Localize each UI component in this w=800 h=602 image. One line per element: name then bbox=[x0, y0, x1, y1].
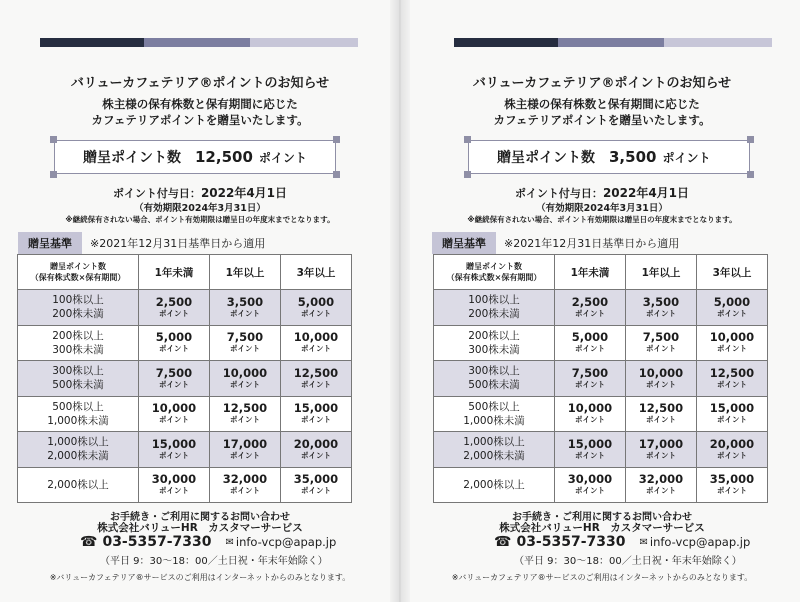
table-row bbox=[434, 432, 768, 468]
points-cell-unit: ポイント bbox=[717, 486, 747, 496]
shares-range-cell bbox=[434, 290, 555, 326]
points-box bbox=[468, 140, 750, 174]
points-cell-unit: ポイント bbox=[646, 415, 676, 425]
range-line-2: 500株未満 bbox=[468, 379, 520, 392]
shares-range-cell bbox=[18, 361, 139, 397]
points-cell-value: 15,000 bbox=[151, 436, 197, 451]
points-cell bbox=[281, 467, 352, 503]
expiry-note: ※継続保有されない場合、ポイント有効期限は贈呈日の年度末までとなります。 bbox=[65, 215, 335, 224]
points-cell-value: 7,500 bbox=[226, 330, 264, 345]
points-cell-unit: ポイント bbox=[230, 308, 260, 318]
contact-heading: お手続き・ご利用に関するお問い合わせ bbox=[110, 512, 290, 523]
points-cell bbox=[697, 290, 768, 326]
points-cell-unit: ポイント bbox=[159, 486, 189, 496]
basis-text: ※2021年12月31日基準日から適用 bbox=[90, 237, 266, 250]
points-cell-value: 5,000 bbox=[713, 294, 751, 309]
points-cell-value: 30,000 bbox=[567, 472, 613, 487]
expiry-note: ※継続保有されない場合、ポイント有効期限は贈呈日の年度末までとなります。 bbox=[467, 215, 737, 224]
points-cell-value: 5,000 bbox=[155, 330, 193, 345]
points-cell-value: 15,000 bbox=[293, 401, 339, 416]
range-line-1: 500株以上 bbox=[52, 400, 104, 413]
points-cell bbox=[626, 290, 697, 326]
range-line-1: 100株以上 bbox=[52, 294, 104, 307]
points-cell-value: 12,500 bbox=[293, 365, 339, 380]
points-cell-unit: ポイント bbox=[575, 344, 605, 354]
points-cell-unit: ポイント bbox=[646, 308, 676, 318]
points-cell bbox=[626, 361, 697, 397]
email-address: info-vcp@apap.jp bbox=[649, 535, 751, 549]
header-stripe bbox=[40, 38, 358, 47]
points-cell-value: 3,500 bbox=[226, 294, 264, 309]
points-cell-unit: ポイント bbox=[575, 450, 605, 460]
grant-label: ポイント付与日： bbox=[112, 187, 201, 200]
basis-tag: 贈呈基準 bbox=[18, 232, 82, 254]
points-cell bbox=[697, 361, 768, 397]
points-cell-value: 15,000 bbox=[709, 401, 755, 416]
range-line-2: 2,000株未満 bbox=[463, 450, 525, 463]
points-cell-value: 10,000 bbox=[151, 401, 197, 416]
points-cell-value: 10,000 bbox=[222, 365, 268, 380]
points-cell bbox=[555, 432, 626, 468]
points-cell bbox=[139, 432, 210, 468]
intro-text bbox=[0, 96, 400, 128]
points-unit: ポイント bbox=[662, 150, 711, 165]
email-address: info-vcp@apap.jp bbox=[235, 535, 337, 549]
grant-date: 2022年4月1日 bbox=[200, 186, 288, 200]
intro-text bbox=[402, 96, 800, 128]
intro-line-2: カフェテリアポイントを贈呈いたします。 bbox=[91, 113, 309, 127]
points-cell-unit: ポイント bbox=[646, 450, 676, 460]
range-line-1: 200株以上 bbox=[52, 329, 104, 342]
points-cell bbox=[281, 432, 352, 468]
grant-date-line bbox=[402, 184, 800, 201]
table-header-criteria bbox=[18, 255, 139, 290]
range-line-2: 1,000株未満 bbox=[463, 414, 525, 427]
range-line-1: 200株以上 bbox=[468, 329, 520, 342]
range-line-2: 200株未満 bbox=[468, 308, 520, 321]
points-cell-unit: ポイント bbox=[159, 344, 189, 354]
points-cell bbox=[281, 361, 352, 397]
table-header-period: 3年以上 bbox=[281, 255, 352, 290]
contact-heading: お手続き・ご利用に関するお問い合わせ bbox=[512, 512, 692, 523]
points-cell-value: 7,500 bbox=[571, 365, 609, 380]
points-table bbox=[17, 254, 352, 503]
intro-line-1: 株主様の保有株数と保有期間に応じた bbox=[504, 97, 700, 111]
points-cell bbox=[555, 361, 626, 397]
points-value: 12,500 bbox=[195, 148, 253, 166]
points-cell bbox=[626, 467, 697, 503]
header-stripe bbox=[454, 38, 772, 47]
points-cell bbox=[555, 396, 626, 432]
points-cell-value: 5,000 bbox=[571, 330, 609, 345]
table-header-period: 1年以上 bbox=[210, 255, 281, 290]
points-cell bbox=[555, 325, 626, 361]
table-row bbox=[434, 361, 768, 397]
range-line-2: 300株未満 bbox=[52, 343, 104, 356]
points-cell-unit: ポイント bbox=[717, 344, 747, 354]
table-row bbox=[434, 290, 768, 326]
shares-range-cell bbox=[18, 467, 139, 503]
points-cell bbox=[697, 325, 768, 361]
points-cell bbox=[626, 396, 697, 432]
range-line-1: 300株以上 bbox=[468, 365, 520, 378]
points-cell bbox=[697, 432, 768, 468]
header-line-1: 贈呈ポイント数 bbox=[466, 262, 522, 271]
card-inner bbox=[402, 0, 800, 602]
table-row bbox=[434, 467, 768, 503]
shares-range-cell bbox=[434, 467, 555, 503]
points-cell bbox=[210, 361, 281, 397]
points-cell-value: 17,000 bbox=[638, 436, 684, 451]
basis-line bbox=[18, 232, 265, 254]
points-cell-unit: ポイント bbox=[159, 415, 189, 425]
table-row bbox=[18, 325, 352, 361]
shares-range-cell bbox=[434, 325, 555, 361]
points-cell-value: 20,000 bbox=[709, 436, 755, 451]
table-row bbox=[18, 396, 352, 432]
points-cell-unit: ポイント bbox=[575, 415, 605, 425]
range-line-2: 300株未満 bbox=[468, 343, 520, 356]
table-row bbox=[18, 361, 352, 397]
notice-title: バリューカフェテリア®ポイントのお知らせ bbox=[70, 76, 330, 91]
grant-date-line bbox=[0, 184, 400, 201]
points-cell bbox=[139, 361, 210, 397]
points-cell-value: 10,000 bbox=[293, 330, 339, 345]
basis-text: ※2021年12月31日基準日から適用 bbox=[504, 237, 680, 250]
business-hours: （平日 9：30～18：00／土日祝・年末年始除く） bbox=[514, 556, 742, 567]
points-cell-unit: ポイント bbox=[301, 415, 331, 425]
validity-period: （有効期限2024年3月31日） bbox=[536, 203, 668, 214]
shares-range-cell bbox=[434, 361, 555, 397]
points-cell-unit: ポイント bbox=[301, 344, 331, 354]
points-cell bbox=[281, 325, 352, 361]
intro-line-1: 株主様の保有株数と保有期間に応じた bbox=[102, 97, 298, 111]
points-cell-unit: ポイント bbox=[301, 308, 331, 318]
points-cell bbox=[210, 467, 281, 503]
points-cell-unit: ポイント bbox=[575, 308, 605, 318]
points-cell-unit: ポイント bbox=[575, 379, 605, 389]
points-cell-value: 35,000 bbox=[293, 472, 339, 487]
points-value: 3,500 bbox=[609, 148, 657, 166]
points-cell-unit: ポイント bbox=[301, 379, 331, 389]
table-row bbox=[434, 396, 768, 432]
points-cell-unit: ポイント bbox=[575, 486, 605, 496]
range-line-1: 300株以上 bbox=[52, 365, 104, 378]
points-cell-value: 12,500 bbox=[222, 401, 268, 416]
shares-range-cell bbox=[18, 396, 139, 432]
points-cell bbox=[281, 396, 352, 432]
points-cell-value: 20,000 bbox=[293, 436, 339, 451]
points-cell-value: 3,500 bbox=[642, 294, 680, 309]
mail-icon: ✉ bbox=[225, 536, 234, 548]
points-cell-value: 10,000 bbox=[709, 330, 755, 345]
range-line-2: 200株未満 bbox=[52, 308, 104, 321]
points-cell-value: 32,000 bbox=[638, 472, 684, 487]
points-cell-unit: ポイント bbox=[159, 308, 189, 318]
points-cell bbox=[139, 325, 210, 361]
business-hours: （平日 9：30～18：00／土日祝・年末年始除く） bbox=[100, 556, 328, 567]
points-cell-value: 15,000 bbox=[567, 436, 613, 451]
range-line-1: 2,000株以上 bbox=[47, 478, 109, 491]
range-line-1: 100株以上 bbox=[468, 294, 520, 307]
points-cell-value: 2,500 bbox=[155, 294, 193, 309]
notice-card-right bbox=[400, 0, 800, 602]
points-cell-unit: ポイント bbox=[230, 344, 260, 354]
header-line-2: （保有株式数×保有期間） bbox=[30, 273, 126, 282]
points-cell bbox=[697, 396, 768, 432]
points-label: 贈呈ポイント数 bbox=[497, 150, 595, 166]
range-line-1: 1,000株以上 bbox=[47, 436, 109, 449]
points-cell-unit: ポイント bbox=[646, 379, 676, 389]
table-header-period: 1年以上 bbox=[626, 255, 697, 290]
points-cell-value: 12,500 bbox=[638, 401, 684, 416]
points-cell-unit: ポイント bbox=[159, 450, 189, 460]
basis-tag: 贈呈基準 bbox=[432, 232, 496, 254]
points-cell bbox=[139, 290, 210, 326]
table-header-period: 1年未満 bbox=[555, 255, 626, 290]
points-cell-value: 30,000 bbox=[151, 472, 197, 487]
points-cell-value: 2,500 bbox=[571, 294, 609, 309]
table-header-period: 3年以上 bbox=[697, 255, 768, 290]
footnote: ※バリューカフェテリア®サービスのご利用はインターネットからのみとなります。 bbox=[451, 573, 753, 582]
basis-line bbox=[432, 232, 679, 254]
shares-range-cell bbox=[18, 290, 139, 326]
points-unit: ポイント bbox=[258, 150, 307, 165]
page-fold bbox=[390, 0, 410, 602]
points-cell bbox=[139, 396, 210, 432]
points-cell-value: 5,000 bbox=[297, 294, 335, 309]
points-cell-unit: ポイント bbox=[301, 450, 331, 460]
contact-line bbox=[494, 534, 750, 550]
points-cell bbox=[626, 432, 697, 468]
points-cell-unit: ポイント bbox=[717, 379, 747, 389]
footnote: ※バリューカフェテリア®サービスのご利用はインターネットからのみとなります。 bbox=[49, 573, 351, 582]
range-line-1: 500株以上 bbox=[468, 400, 520, 413]
points-label: 贈呈ポイント数 bbox=[83, 150, 181, 166]
points-cell-value: 12,500 bbox=[709, 365, 755, 380]
grant-label: ポイント付与日： bbox=[514, 187, 603, 200]
points-cell-value: 10,000 bbox=[638, 365, 684, 380]
shares-range-cell bbox=[18, 432, 139, 468]
phone-icon: ☎ bbox=[80, 534, 98, 550]
header-line-2: （保有株式数×保有期間） bbox=[446, 273, 542, 282]
notice-title: バリューカフェテリア®ポイントのお知らせ bbox=[472, 76, 732, 91]
points-cell-value: 7,500 bbox=[155, 365, 193, 380]
range-line-2: 1,000株未満 bbox=[47, 414, 109, 427]
table-row bbox=[18, 432, 352, 468]
points-cell bbox=[210, 396, 281, 432]
points-cell-unit: ポイント bbox=[230, 415, 260, 425]
points-cell-unit: ポイント bbox=[230, 379, 260, 389]
points-box bbox=[54, 140, 336, 174]
header-line-1: 贈呈ポイント数 bbox=[50, 262, 106, 271]
shares-range-cell bbox=[434, 432, 555, 468]
phone-number: 03-5357-7330 bbox=[102, 534, 212, 550]
points-cell-unit: ポイント bbox=[717, 308, 747, 318]
validity-period: （有効期限2024年3月31日） bbox=[134, 203, 266, 214]
range-line-1: 1,000株以上 bbox=[463, 436, 525, 449]
points-cell bbox=[697, 467, 768, 503]
points-cell-unit: ポイント bbox=[230, 450, 260, 460]
points-cell-unit: ポイント bbox=[159, 379, 189, 389]
table-row bbox=[18, 467, 352, 503]
intro-line-2: カフェテリアポイントを贈呈いたします。 bbox=[493, 113, 711, 127]
phone-number: 03-5357-7330 bbox=[516, 534, 626, 550]
phone-icon: ☎ bbox=[494, 534, 512, 550]
points-cell bbox=[626, 325, 697, 361]
points-cell bbox=[281, 290, 352, 326]
grant-date: 2022年4月1日 bbox=[602, 186, 690, 200]
company-name: 株式会社バリューHR カスタマーサービス bbox=[97, 522, 303, 534]
points-cell-value: 35,000 bbox=[709, 472, 755, 487]
table-header-period: 1年未満 bbox=[139, 255, 210, 290]
mail-icon: ✉ bbox=[639, 536, 648, 548]
company-name: 株式会社バリューHR カスタマーサービス bbox=[499, 522, 705, 534]
points-cell-value: 32,000 bbox=[222, 472, 268, 487]
shares-range-cell bbox=[434, 396, 555, 432]
contact-line bbox=[80, 534, 336, 550]
points-cell bbox=[555, 467, 626, 503]
points-cell-value: 17,000 bbox=[222, 436, 268, 451]
shares-range-cell bbox=[18, 325, 139, 361]
range-line-1: 2,000株以上 bbox=[463, 478, 525, 491]
points-cell-value: 7,500 bbox=[642, 330, 680, 345]
points-cell-unit: ポイント bbox=[301, 486, 331, 496]
range-line-2: 500株未満 bbox=[52, 379, 104, 392]
points-table bbox=[433, 254, 768, 503]
range-line-2: 2,000株未満 bbox=[47, 450, 109, 463]
points-cell-unit: ポイント bbox=[717, 415, 747, 425]
points-cell bbox=[210, 432, 281, 468]
table-header-criteria bbox=[434, 255, 555, 290]
table-header-row bbox=[434, 255, 768, 290]
points-cell bbox=[139, 467, 210, 503]
points-cell bbox=[555, 290, 626, 326]
table-row bbox=[18, 290, 352, 326]
points-cell-unit: ポイント bbox=[646, 344, 676, 354]
points-cell-unit: ポイント bbox=[646, 486, 676, 496]
table-header-row bbox=[18, 255, 352, 290]
points-cell bbox=[210, 325, 281, 361]
points-cell-value: 10,000 bbox=[567, 401, 613, 416]
table-row bbox=[434, 325, 768, 361]
points-cell bbox=[210, 290, 281, 326]
points-cell-unit: ポイント bbox=[230, 486, 260, 496]
points-cell-unit: ポイント bbox=[717, 450, 747, 460]
